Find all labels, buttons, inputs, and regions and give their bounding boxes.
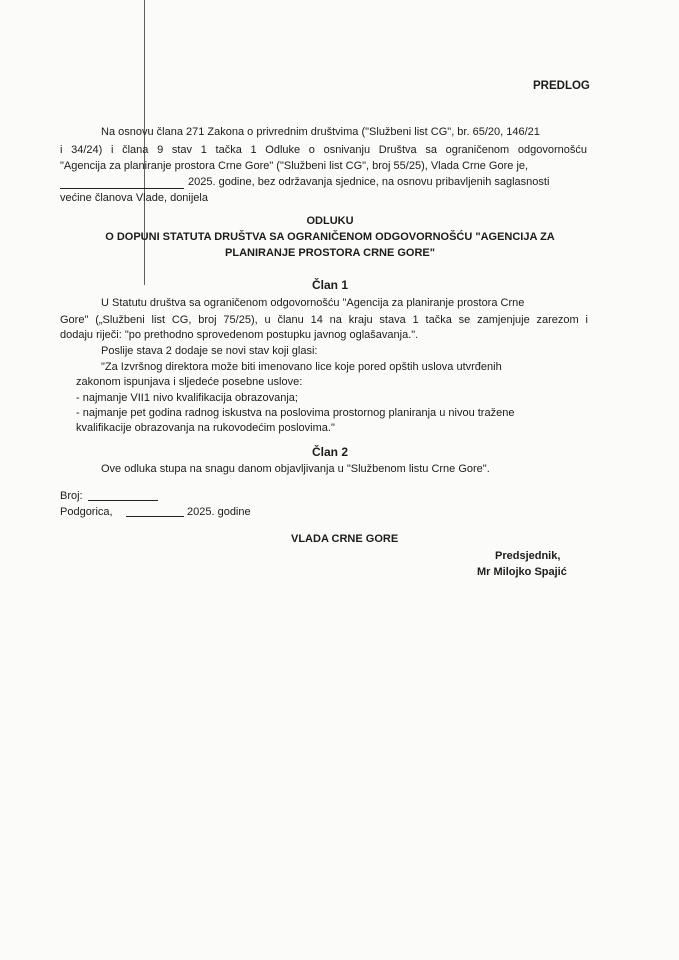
- title-odluku: ODLUKU: [306, 215, 354, 227]
- signatory-name: Mr Milojko Spajić: [477, 566, 567, 578]
- clan-1-line-5: "Za Izvršnog direktora može biti imenovano lice koje pored opštih uslova utvrđenih: [101, 361, 502, 373]
- clan-1-line-8: - najmanje pet godina radnog iskustva na poslovima prostornog planiranja u nivou tražene: [76, 407, 515, 419]
- clan-1-line-4: Poslije stava 2 dodaje se novi stav koji glasi:: [101, 345, 318, 357]
- predlog-label: PREDLOG: [533, 80, 590, 92]
- place-label: Podgorica,: [60, 506, 113, 518]
- intro-line-3: "Agencija za planiranje prostora Crne Gore" ("Službeni list CG", broj 55/25), Vlada Crne Gore je,: [60, 160, 529, 172]
- broj-blank-line: [88, 500, 158, 501]
- footer-date: 2025. godine: [187, 506, 251, 518]
- clan-1-line-6: zakonom ispunjava i sljedeće posebne uslove:: [76, 376, 303, 388]
- intro-line-5: većine članova Vlade, donijela: [60, 192, 208, 204]
- intro-line-2: i 34/24) i člana 9 stav 1 tačka 1 Odluke o osnivanju Društva sa ograničenom odgovornošću: [60, 144, 587, 156]
- clan-2-line-1: Ove odluka stupa na snagu danom objavljivanja u "Službenom listu Crne Gore".: [101, 463, 490, 475]
- signatory-role: Predsjednik,: [495, 550, 561, 562]
- intro-line-1: Na osnovu člana 271 Zakona o privrednim društvima ("Službeni list CG", br. 65/20, 146/21: [101, 126, 540, 138]
- date-blank-line: [60, 188, 184, 189]
- clan-1-heading: Član 1: [311, 278, 348, 292]
- title-line-3: PLANIRANJE PROSTORA CRNE GORE": [225, 247, 435, 259]
- footer-date-blank-line: [126, 516, 184, 517]
- title-line-2: O DOPUNI STATUTA DRUŠTVA SA OGRANIČENOM ODGOVORNOŠĆU "AGENCIJA ZA: [105, 231, 555, 243]
- clan-1-line-2: Gore" („Službeni list CG, broj 75/25), u članu 14 na kraju stava 1 tačka se zamjenjuje zarezom i: [60, 314, 588, 326]
- government-name: VLADA CRNE GORE: [291, 533, 399, 545]
- intro-line-4: 2025. godine, bez održavanja sjednice, na osnovu pribavljenih saglasnosti: [188, 176, 550, 188]
- clan-1-line-7: - najmanje VII1 nivo kvalifikacija obrazovanja;: [76, 392, 298, 404]
- clan-1-line-1: U Statutu društva sa ograničenom odgovornošću "Agencija za planiranje prostora Crne: [101, 297, 525, 309]
- broj-label: Broj:: [60, 490, 83, 502]
- clan-2-heading: Član 2: [311, 445, 348, 459]
- clan-1-line-9: kvalifikacije obrazovanja na rukovodećim poslovima.": [76, 422, 335, 434]
- clan-1-line-3: dodaju riječi: "po prethodno sprovedenom postupku javnog oglašavanja.".: [60, 329, 419, 341]
